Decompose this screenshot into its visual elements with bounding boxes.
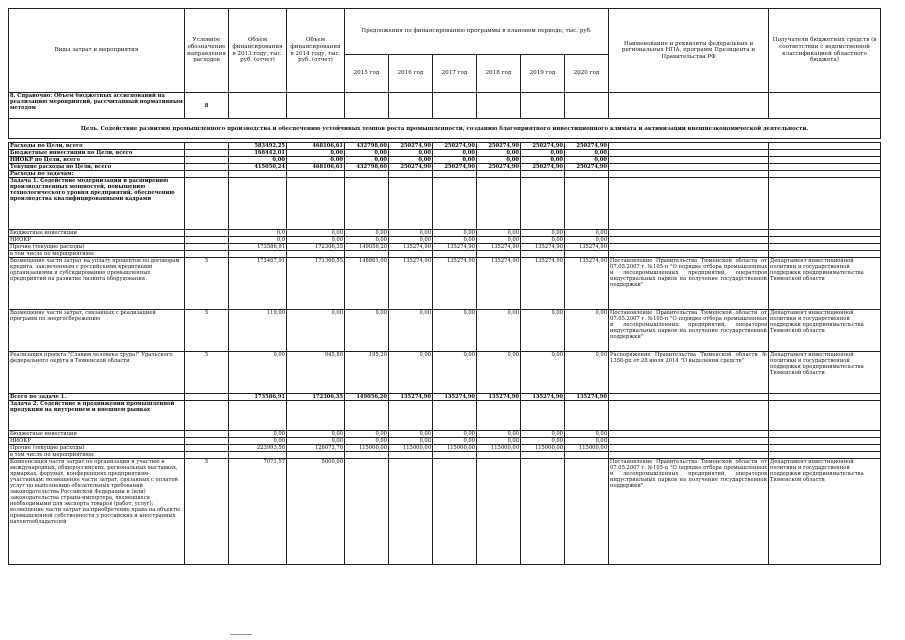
value-cell: 0,00 <box>521 157 565 164</box>
row-code <box>185 178 229 230</box>
row-label: Возмещение части затрат, связанных с реализацией программ по энергосбережению <box>9 310 185 352</box>
table-row <box>9 401 881 431</box>
value-cell: 135274,90 <box>565 394 609 401</box>
value-cell <box>287 178 345 230</box>
value-cell <box>433 178 477 230</box>
row-npa <box>609 178 769 230</box>
value-cell: 115000,00 <box>477 445 521 452</box>
value-cell: 0,00 <box>345 237 389 244</box>
value-cell <box>229 178 287 230</box>
row-code <box>185 394 229 401</box>
value-cell: 223993,56 <box>229 445 287 452</box>
value-cell <box>565 452 609 459</box>
value-cell <box>287 452 345 459</box>
value-cell <box>389 452 433 459</box>
value-cell <box>565 401 609 431</box>
value-cell: 0,00 <box>287 150 345 157</box>
row-code <box>185 244 229 251</box>
row-code <box>185 401 229 431</box>
value-cell <box>477 452 521 459</box>
row-label: Расходы по Цели, всего <box>9 143 185 150</box>
row-npa <box>609 230 769 237</box>
row-code <box>185 150 229 157</box>
value-cell: 173586,91 <box>229 244 287 251</box>
value-cell <box>229 251 287 258</box>
value-cell <box>521 452 565 459</box>
value-cell: 0,00 <box>389 230 433 237</box>
value-cell: 149056,20 <box>345 244 389 251</box>
value-cell <box>345 401 389 431</box>
table-row <box>9 237 881 244</box>
row-npa: Постановление Правительства Тюменской области от 07.05.2007 г. №105-п "О порядке отбора промышленных и лесопромышленных предприятий, операторов индустриальных парков на получение государственной поддержки" <box>609 459 769 565</box>
row-code <box>185 237 229 244</box>
row-recipient <box>769 251 881 258</box>
row-recipient <box>769 143 881 150</box>
value-cell: 0,00 <box>565 230 609 237</box>
value-cell: 0,00 <box>433 310 477 352</box>
row-code: 5 <box>185 352 229 394</box>
value-cell: 0,00 <box>521 438 565 445</box>
value-cell <box>565 178 609 230</box>
value-cell: 415050,24 <box>229 164 287 171</box>
row-code <box>185 438 229 445</box>
value-cell <box>565 171 609 178</box>
row-recipient <box>769 445 881 452</box>
row-recipient <box>769 237 881 244</box>
header-recipients: Получатели бюджетных средств (в соответствии с ведомственной классификацией областного бюджета) <box>769 9 881 93</box>
row-code: 5 <box>185 258 229 310</box>
table-row <box>9 164 881 171</box>
value-cell: 0,00 <box>389 237 433 244</box>
row-label: Задача 1. Содействие модернизации и расширению производственных мощностей, повышению технологического уровня предприятий, обеспечению производства квалифицированными кадрами <box>9 178 185 230</box>
value-cell: 173467,91 <box>229 258 287 310</box>
table-row <box>9 394 881 401</box>
row-code <box>185 452 229 459</box>
value-cell <box>433 452 477 459</box>
row-recipient: Департамент инвестиционной политики и государственной поддержки предпринимательства Тюменской области <box>769 459 881 565</box>
value-cell: 135274,90 <box>389 258 433 310</box>
value-cell: 135274,90 <box>433 244 477 251</box>
value-cell: 0,00 <box>565 438 609 445</box>
row-npa <box>609 445 769 452</box>
value-cell: 0,00 <box>345 230 389 237</box>
row-code <box>185 251 229 258</box>
value-cell: 250274,90 <box>477 143 521 150</box>
row-npa: Распоряжение Правительства Тюменской области № 1358-рп от 28 июля 2014 "О выделении средств" <box>609 352 769 394</box>
row-recipient: Департамент инвестиционной политики и государственной поддержки предпринимательства Тюменской области <box>769 310 881 352</box>
value-cell: 135274,90 <box>433 394 477 401</box>
table-row <box>9 157 881 164</box>
reference-row-code: 8 <box>185 93 229 119</box>
table-row <box>9 251 881 258</box>
row-npa <box>609 394 769 401</box>
value-cell <box>433 171 477 178</box>
row-npa <box>609 438 769 445</box>
value-cell: 135274,90 <box>521 394 565 401</box>
row-recipient: Департамент инвестиционной политики и государственной поддержки предпринимательства Тюменской области <box>769 352 881 394</box>
header-code: Условное обозначение направления расходов <box>185 9 229 93</box>
value-cell: 0,00 <box>565 157 609 164</box>
value-cell: 0,00 <box>433 150 477 157</box>
value-cell: 168442,01 <box>229 150 287 157</box>
value-cell: 0,00 <box>477 431 521 438</box>
value-cell <box>477 401 521 431</box>
value-cell: 195,20 <box>345 352 389 394</box>
table-row <box>9 452 881 459</box>
value-cell: 0,00 <box>287 438 345 445</box>
row-label: в том числе по мероприятиям: <box>9 251 185 258</box>
row-npa <box>609 431 769 438</box>
value-cell: 0,00 <box>229 438 287 445</box>
value-cell: 250274,90 <box>521 164 565 171</box>
row-label: Возмещение части затрат на уплату процентов по договорам кредита, заключенным с российскими кредитными организациями и субсидированию промышленных предприятий на развитие лизинга оборудования <box>9 258 185 310</box>
value-cell: 468106,61 <box>287 143 345 150</box>
table-row <box>9 258 881 310</box>
header-year: 2019 год <box>521 55 565 93</box>
header-year: 2020 год <box>565 55 609 93</box>
row-label: Прочие (текущие расходы) <box>9 244 185 251</box>
row-recipient <box>769 438 881 445</box>
value-cell: 115000,00 <box>345 445 389 452</box>
table-row <box>9 150 881 157</box>
value-cell: 149056,20 <box>345 394 389 401</box>
row-code <box>185 143 229 150</box>
row-npa <box>609 143 769 150</box>
value-cell <box>477 178 521 230</box>
row-recipient <box>769 171 881 178</box>
value-cell <box>345 459 389 565</box>
value-cell: 0,00 <box>287 310 345 352</box>
value-cell: 0,00 <box>433 230 477 237</box>
table-row <box>9 445 881 452</box>
value-cell: 250274,90 <box>389 143 433 150</box>
value-cell: 0,00 <box>521 150 565 157</box>
header-plan: Предложения по финансированию программы в плановом периоде, тыс. руб. <box>345 9 609 55</box>
row-npa <box>609 244 769 251</box>
value-cell: 115000,00 <box>521 445 565 452</box>
row-npa <box>609 251 769 258</box>
value-cell <box>477 459 521 565</box>
value-cell <box>345 171 389 178</box>
row-label: Бюджетные инвестиции <box>9 431 185 438</box>
row-code <box>185 164 229 171</box>
value-cell: 0,00 <box>433 157 477 164</box>
value-cell: 0,00 <box>477 157 521 164</box>
value-cell: 0,00 <box>345 150 389 157</box>
row-label: Реализация проекта "Славим человека труда!" Уральского федерального округа в Тюменской области <box>9 352 185 394</box>
value-cell: 126073,70 <box>287 445 345 452</box>
table-body <box>9 143 881 565</box>
value-cell: 0,00 <box>389 431 433 438</box>
value-cell: 0,00 <box>345 310 389 352</box>
value-cell <box>229 452 287 459</box>
value-cell: 0,00 <box>229 352 287 394</box>
table-row <box>9 244 881 251</box>
value-cell: 468106,61 <box>287 164 345 171</box>
table-row <box>9 143 881 150</box>
row-label: Задача 2. Содействие в продвижении промышленной продукции на внутреннем и внешнем рынках <box>9 401 185 431</box>
row-label: Бюджетные инвестиции по Цели, всего <box>9 150 185 157</box>
value-cell <box>521 171 565 178</box>
row-recipient <box>769 452 881 459</box>
value-cell <box>521 459 565 565</box>
value-cell: 0,00 <box>477 352 521 394</box>
table-row <box>9 352 881 394</box>
value-cell: 0,00 <box>287 230 345 237</box>
value-cell: 0,0 <box>229 230 287 237</box>
row-label: Расходы по задачам: <box>9 171 185 178</box>
value-cell: 0,00 <box>389 438 433 445</box>
row-recipient <box>769 401 881 431</box>
value-cell <box>433 459 477 565</box>
value-cell <box>345 251 389 258</box>
table-row <box>9 230 881 237</box>
header-name: Виды затрат и мероприятия <box>9 9 185 93</box>
value-cell: 135274,90 <box>565 244 609 251</box>
row-code <box>185 230 229 237</box>
value-cell: 432798,60 <box>345 164 389 171</box>
row-npa <box>609 150 769 157</box>
value-cell: 0,00 <box>287 157 345 164</box>
value-cell <box>287 171 345 178</box>
value-cell: 0,00 <box>229 431 287 438</box>
value-cell: 0,00 <box>477 310 521 352</box>
row-recipient <box>769 164 881 171</box>
value-cell: 0,00 <box>433 237 477 244</box>
row-code <box>185 171 229 178</box>
value-cell: 250274,90 <box>389 164 433 171</box>
value-cell: 135274,90 <box>477 258 521 310</box>
row-recipient <box>769 230 881 237</box>
row-code <box>185 431 229 438</box>
row-npa <box>609 237 769 244</box>
value-cell: 173586,91 <box>229 394 287 401</box>
table-row <box>9 438 881 445</box>
row-npa <box>609 157 769 164</box>
value-cell <box>287 251 345 258</box>
value-cell <box>477 251 521 258</box>
row-npa: Постановление Правительства Тюменской области от 07.05.2007 г. №105-п "О порядке отбора промышленных и лесопромышленных предприятий, операторов индустриальных парков на получение государственной поддержки" <box>609 258 769 310</box>
budget-table-document <box>8 8 880 565</box>
value-cell: 171360,55 <box>287 258 345 310</box>
value-cell: 0,00 <box>565 431 609 438</box>
value-cell: 119,00 <box>229 310 287 352</box>
row-label: Бюджетные инвестиции <box>9 230 185 237</box>
row-code: 5 <box>185 459 229 565</box>
value-cell: 0,00 <box>565 310 609 352</box>
header-year: 2018 год <box>477 55 521 93</box>
row-label: НИОКР <box>9 237 185 244</box>
value-cell <box>521 178 565 230</box>
table-row <box>9 171 881 178</box>
value-cell: 0,00 <box>521 237 565 244</box>
value-cell: 135274,90 <box>477 244 521 251</box>
value-cell: 0,00 <box>389 150 433 157</box>
value-cell: 0,00 <box>287 237 345 244</box>
row-recipient <box>769 431 881 438</box>
value-cell: 172306,35 <box>287 244 345 251</box>
row-npa <box>609 452 769 459</box>
value-cell: 250274,90 <box>433 164 477 171</box>
value-cell: 0,00 <box>345 157 389 164</box>
row-code <box>185 157 229 164</box>
value-cell <box>389 401 433 431</box>
value-cell: 0,00 <box>565 237 609 244</box>
value-cell: 115000,00 <box>389 445 433 452</box>
goal-row: Цель. Содействие развитию промышленного производства и обеспечению устойчивых темпов роста промышленности, созданию благоприятного инвестиционного климата и активизации внешнеэкономической деятельности. <box>9 119 881 139</box>
row-label: Компенсация части затрат по организации и участию в международных, общероссийских, региональных выставках, ярмарках, форумах, конференциях предприятиям-участникам; возмещение части затрат, связанных с оплатой услуг по выполнению обязательных требований законодательства Российской Федерации и (или) законодательства страны-импортера, являющихся необходимыми для экспорта товаров (работ, услуг); возмещение части затрат на приобретение права на объекты промышленной собственности у российских и иностранных патентообладателей <box>9 459 185 565</box>
row-npa: Постановление Правительства Тюменской области от 07.05.2007 г. №105-п "О порядке отбора промышленных и лесопромышленных предприятий, операторов индустриальных парков на получение государственной поддержки" <box>609 310 769 352</box>
table-row <box>9 178 881 230</box>
value-cell: 0,00 <box>433 352 477 394</box>
value-cell <box>287 401 345 431</box>
value-cell: 0,00 <box>521 431 565 438</box>
row-npa <box>609 401 769 431</box>
value-cell <box>389 171 433 178</box>
value-cell: 0,00 <box>477 150 521 157</box>
header-npa: Наименование и реквизиты федеральных и региональных НПА, программ Президента и Правительства РФ <box>609 9 769 93</box>
value-cell <box>229 171 287 178</box>
value-cell: 250274,90 <box>521 143 565 150</box>
value-cell: 0,00 <box>521 310 565 352</box>
value-cell: 250274,90 <box>433 143 477 150</box>
value-cell: 135274,90 <box>477 394 521 401</box>
value-cell: 0,00 <box>229 157 287 164</box>
value-cell <box>389 459 433 565</box>
value-cell: 0,00 <box>477 438 521 445</box>
value-cell: 7071,57 <box>229 459 287 565</box>
row-label: Всего по задаче 1. <box>9 394 185 401</box>
page-mark <box>230 634 252 635</box>
header-year: 2015 год <box>345 55 389 93</box>
row-label: Прочие (текущие расходы) <box>9 445 185 452</box>
row-recipient: Департамент инвестиционной политики и государственной поддержки предпринимательства Тюменской области <box>769 258 881 310</box>
value-cell <box>229 401 287 431</box>
row-code: 5 <box>185 310 229 352</box>
value-cell: 0,00 <box>521 352 565 394</box>
value-cell: 0,00 <box>389 157 433 164</box>
header-year: 2016 год <box>389 55 433 93</box>
value-cell <box>565 459 609 565</box>
table-row <box>9 431 881 438</box>
row-label: Текущие расходы по Цели, всего <box>9 164 185 171</box>
row-npa <box>609 164 769 171</box>
value-cell: 0,00 <box>433 438 477 445</box>
value-cell: 945,80 <box>287 352 345 394</box>
value-cell: 250274,90 <box>477 164 521 171</box>
value-cell: 0,00 <box>521 230 565 237</box>
value-cell: 0,00 <box>565 352 609 394</box>
row-label: в том числе по мероприятиям: <box>9 452 185 459</box>
value-cell: 115000,00 <box>565 445 609 452</box>
table-row <box>9 459 881 565</box>
value-cell: 0,00 <box>345 438 389 445</box>
value-cell: 0,00 <box>389 352 433 394</box>
reference-row-label: 8. Справочно: Объем бюджетных ассигнований на реализацию мероприятий, рассчитанный нормативным методом <box>9 93 185 119</box>
value-cell: 0,00 <box>287 431 345 438</box>
value-cell <box>565 251 609 258</box>
value-cell: 432798,60 <box>345 143 389 150</box>
row-recipient <box>769 178 881 230</box>
value-cell: 250274,90 <box>565 143 609 150</box>
row-code <box>185 445 229 452</box>
table-row <box>9 310 881 352</box>
value-cell <box>477 171 521 178</box>
header-year: 2017 год <box>433 55 477 93</box>
value-cell: 0,00 <box>389 310 433 352</box>
row-recipient <box>769 394 881 401</box>
value-cell: 250274,90 <box>565 164 609 171</box>
value-cell: 135274,90 <box>389 394 433 401</box>
value-cell: 135274,90 <box>433 258 477 310</box>
value-cell: 135274,90 <box>389 244 433 251</box>
value-cell <box>433 401 477 431</box>
value-cell: 0,0 <box>229 237 287 244</box>
value-cell <box>345 178 389 230</box>
row-recipient <box>769 244 881 251</box>
value-cell: 135274,90 <box>521 258 565 310</box>
value-cell: 0,00 <box>433 431 477 438</box>
budget-table <box>8 8 881 565</box>
value-cell: 0,00 <box>477 230 521 237</box>
value-cell: 135274,90 <box>521 244 565 251</box>
value-cell: 115000,00 <box>433 445 477 452</box>
value-cell: 172306,35 <box>287 394 345 401</box>
row-recipient <box>769 150 881 157</box>
value-cell: 0,00 <box>477 237 521 244</box>
header-2013: Объем финансирования в 2013 году, тыс. руб. (отчет) <box>229 9 287 93</box>
value-cell <box>389 178 433 230</box>
value-cell: 148861,00 <box>345 258 389 310</box>
value-cell <box>345 452 389 459</box>
value-cell <box>521 401 565 431</box>
header-2014: Объем финансирования в 2014 году, тыс. руб. (отчет) <box>287 9 345 93</box>
value-cell <box>433 251 477 258</box>
row-label: НИОКР <box>9 438 185 445</box>
value-cell: 5000,00 <box>287 459 345 565</box>
value-cell: 583492,25 <box>229 143 287 150</box>
value-cell: 135274,90 <box>565 258 609 310</box>
row-npa <box>609 171 769 178</box>
value-cell <box>389 251 433 258</box>
value-cell: 0,00 <box>345 431 389 438</box>
row-label: НИОКР по Цели, всего <box>9 157 185 164</box>
row-recipient <box>769 157 881 164</box>
value-cell <box>521 251 565 258</box>
value-cell: 0,00 <box>565 150 609 157</box>
